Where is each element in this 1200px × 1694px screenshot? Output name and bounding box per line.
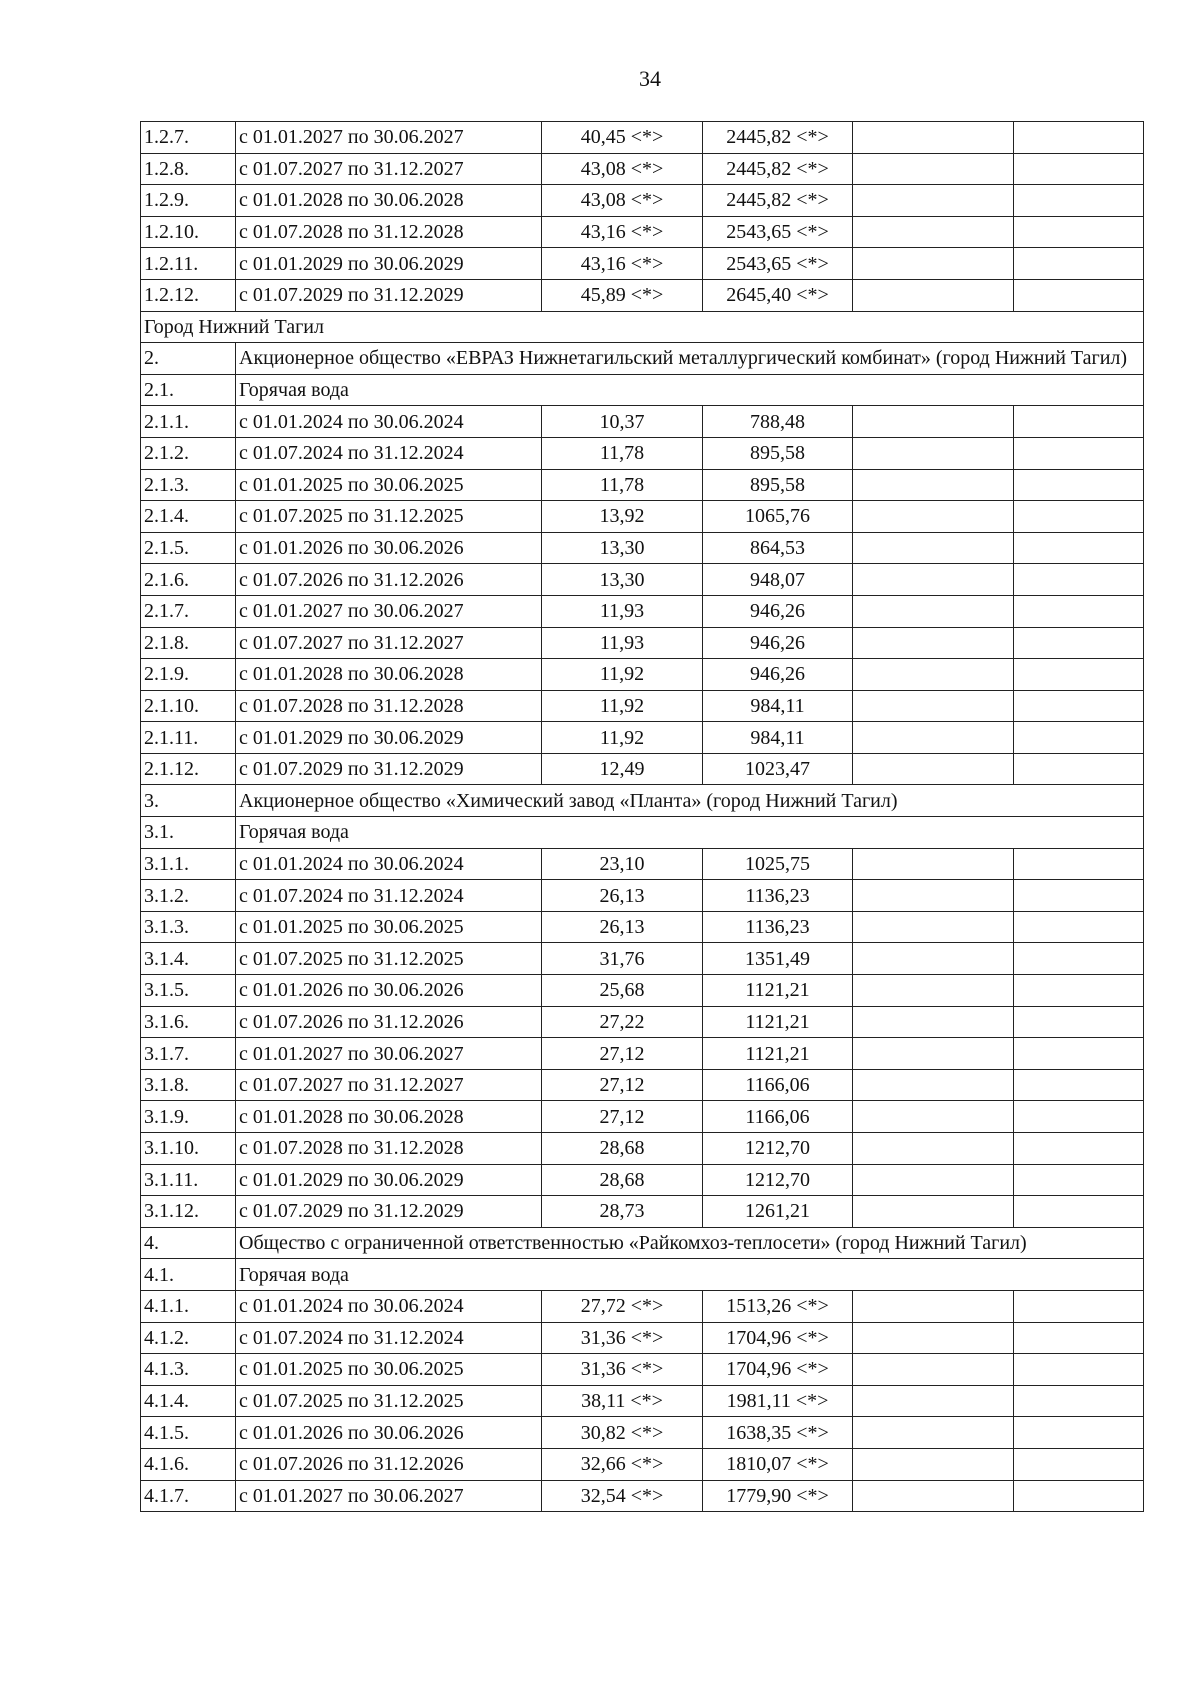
- period-cell: с 01.07.2025 по 31.12.2025: [236, 1385, 542, 1417]
- period-cell: с 01.01.2026 по 30.06.2026: [236, 975, 542, 1007]
- table-row: [141, 406, 1144, 438]
- empty-cell: [1014, 406, 1144, 438]
- tariff-table-body: [141, 122, 1144, 1512]
- period-cell: с 01.01.2029 по 30.06.2029: [236, 722, 542, 754]
- tariff-value-cell: 1638,35 <*>: [703, 1417, 853, 1449]
- empty-cell: [853, 1069, 1014, 1101]
- row-number-cell: 2.1.9.: [141, 659, 236, 691]
- period-cell: с 01.07.2026 по 31.12.2026: [236, 1006, 542, 1038]
- tariff-value-cell: 32,54 <*>: [542, 1480, 703, 1512]
- row-number-cell: 2.1.6.: [141, 564, 236, 596]
- empty-cell: [853, 1322, 1014, 1354]
- empty-cell: [853, 1196, 1014, 1228]
- period-cell: с 01.07.2028 по 31.12.2028: [236, 1133, 542, 1165]
- section-title-cell: Акционерное общество «ЕВРАЗ Нижнетагильский металлургический комбинат» (город Нижний Тагил): [236, 343, 1144, 375]
- section-title-cell: Общество с ограниченной ответственностью «Райкомхоз-теплосети» (город Нижний Тагил): [236, 1227, 1144, 1259]
- empty-cell: [853, 153, 1014, 185]
- row-number-cell: 2.1.1.: [141, 406, 236, 438]
- table-row: [141, 595, 1144, 627]
- table-row: [141, 1322, 1144, 1354]
- empty-cell: [853, 943, 1014, 975]
- table-row: [141, 880, 1144, 912]
- table-row: [141, 153, 1144, 185]
- empty-cell: [853, 564, 1014, 596]
- tariff-value-cell: 10,37: [542, 406, 703, 438]
- table-row: [141, 722, 1144, 754]
- period-cell: с 01.07.2024 по 31.12.2024: [236, 1322, 542, 1354]
- empty-cell: [853, 1290, 1014, 1322]
- table-row: [141, 532, 1144, 564]
- tariff-value-cell: 1351,49: [703, 943, 853, 975]
- empty-cell: [1014, 595, 1144, 627]
- empty-cell: [1014, 1322, 1144, 1354]
- row-number-cell: 3.1.10.: [141, 1133, 236, 1165]
- tariff-value-cell: 31,76: [542, 943, 703, 975]
- period-cell: с 01.07.2024 по 31.12.2024: [236, 880, 542, 912]
- period-cell: с 01.01.2024 по 30.06.2024: [236, 1290, 542, 1322]
- tariff-value-cell: 43,08 <*>: [542, 185, 703, 217]
- tariff-value-cell: 1065,76: [703, 501, 853, 533]
- empty-cell: [853, 1164, 1014, 1196]
- table-row: [141, 975, 1144, 1007]
- tariff-value-cell: 1981,11 <*>: [703, 1385, 853, 1417]
- empty-cell: [1014, 722, 1144, 754]
- tariff-value-cell: 27,72 <*>: [542, 1290, 703, 1322]
- period-cell: с 01.01.2028 по 30.06.2028: [236, 185, 542, 217]
- row-number-cell: 3.1.5.: [141, 975, 236, 1007]
- period-cell: с 01.07.2027 по 31.12.2027: [236, 1069, 542, 1101]
- table-row: [141, 753, 1144, 785]
- empty-cell: [1014, 1417, 1144, 1449]
- tariff-value-cell: 895,58: [703, 469, 853, 501]
- tariff-value-cell: 1136,23: [703, 880, 853, 912]
- tariff-value-cell: 45,89 <*>: [542, 279, 703, 311]
- empty-cell: [853, 690, 1014, 722]
- table-row: [141, 122, 1144, 154]
- table-row: [141, 1448, 1144, 1480]
- tariff-value-cell: 28,68: [542, 1164, 703, 1196]
- tariff-value-cell: 1779,90 <*>: [703, 1480, 853, 1512]
- row-number-cell: 2.1.: [141, 374, 236, 406]
- table-row: [141, 1354, 1144, 1386]
- empty-cell: [1014, 911, 1144, 943]
- tariff-value-cell: 27,12: [542, 1069, 703, 1101]
- period-cell: с 01.07.2026 по 31.12.2026: [236, 564, 542, 596]
- empty-cell: [1014, 501, 1144, 533]
- empty-cell: [1014, 1290, 1144, 1322]
- row-number-cell: 2.1.12.: [141, 753, 236, 785]
- empty-cell: [853, 1385, 1014, 1417]
- empty-cell: [853, 469, 1014, 501]
- tariff-value-cell: 1212,70: [703, 1133, 853, 1165]
- table-row: [141, 1038, 1144, 1070]
- row-number-cell: 2.1.5.: [141, 532, 236, 564]
- empty-cell: [1014, 659, 1144, 691]
- tariff-value-cell: 1166,06: [703, 1069, 853, 1101]
- tariff-value-cell: 788,48: [703, 406, 853, 438]
- empty-cell: [1014, 975, 1144, 1007]
- period-cell: с 01.07.2027 по 31.12.2027: [236, 153, 542, 185]
- tariff-value-cell: 26,13: [542, 880, 703, 912]
- table-row: [141, 185, 1144, 217]
- tariff-value-cell: 2543,65 <*>: [703, 216, 853, 248]
- empty-cell: [853, 1480, 1014, 1512]
- empty-cell: [853, 627, 1014, 659]
- tariff-value-cell: 31,36 <*>: [542, 1322, 703, 1354]
- empty-cell: [853, 1417, 1014, 1449]
- tariff-value-cell: 28,73: [542, 1196, 703, 1228]
- tariff-value-cell: 12,49: [542, 753, 703, 785]
- empty-cell: [1014, 627, 1144, 659]
- period-cell: с 01.01.2025 по 30.06.2025: [236, 911, 542, 943]
- tariff-value-cell: 13,92: [542, 501, 703, 533]
- row-number-cell: 3.1.4.: [141, 943, 236, 975]
- tariff-value-cell: 984,11: [703, 722, 853, 754]
- empty-cell: [1014, 437, 1144, 469]
- period-cell: с 01.01.2027 по 30.06.2027: [236, 595, 542, 627]
- table-row: [141, 564, 1144, 596]
- section-row: [141, 374, 1144, 406]
- period-cell: с 01.01.2026 по 30.06.2026: [236, 1417, 542, 1449]
- empty-cell: [853, 437, 1014, 469]
- table-row: [141, 848, 1144, 880]
- tariff-value-cell: 31,36 <*>: [542, 1354, 703, 1386]
- tariff-value-cell: 1121,21: [703, 1038, 853, 1070]
- table-row: [141, 1480, 1144, 1512]
- table-row: [141, 1196, 1144, 1228]
- tariff-value-cell: 40,45 <*>: [542, 122, 703, 154]
- period-cell: с 01.07.2028 по 31.12.2028: [236, 690, 542, 722]
- empty-cell: [1014, 1133, 1144, 1165]
- empty-cell: [1014, 1038, 1144, 1070]
- section-title-cell: Горячая вода: [236, 817, 1144, 849]
- tariff-value-cell: 2543,65 <*>: [703, 248, 853, 280]
- period-cell: с 01.01.2027 по 30.06.2027: [236, 1038, 542, 1070]
- tariff-value-cell: 1025,75: [703, 848, 853, 880]
- table-row: [141, 1417, 1144, 1449]
- empty-cell: [1014, 1006, 1144, 1038]
- empty-cell: [1014, 532, 1144, 564]
- row-number-cell: 3.1.12.: [141, 1196, 236, 1228]
- empty-cell: [853, 122, 1014, 154]
- period-cell: с 01.01.2026 по 30.06.2026: [236, 532, 542, 564]
- row-number-cell: 1.2.11.: [141, 248, 236, 280]
- tariff-value-cell: 1704,96 <*>: [703, 1322, 853, 1354]
- tariff-value-cell: 32,66 <*>: [542, 1448, 703, 1480]
- row-number-cell: 3.1.8.: [141, 1069, 236, 1101]
- empty-cell: [853, 880, 1014, 912]
- row-number-cell: 3.1.7.: [141, 1038, 236, 1070]
- tariff-value-cell: 2445,82 <*>: [703, 185, 853, 217]
- row-number-cell: 4.1.5.: [141, 1417, 236, 1449]
- period-cell: с 01.01.2024 по 30.06.2024: [236, 406, 542, 438]
- period-cell: с 01.07.2029 по 31.12.2029: [236, 279, 542, 311]
- tariff-value-cell: 895,58: [703, 437, 853, 469]
- tariff-value-cell: 27,12: [542, 1038, 703, 1070]
- empty-cell: [853, 501, 1014, 533]
- section-title-cell: Горячая вода: [236, 374, 1144, 406]
- tariff-value-cell: 1023,47: [703, 753, 853, 785]
- row-number-cell: 4.: [141, 1227, 236, 1259]
- tariff-value-cell: 1136,23: [703, 911, 853, 943]
- section-row: [141, 1227, 1144, 1259]
- tariff-value-cell: 23,10: [542, 848, 703, 880]
- period-cell: с 01.01.2029 по 30.06.2029: [236, 1164, 542, 1196]
- table-row: [141, 627, 1144, 659]
- row-number-cell: 2.1.2.: [141, 437, 236, 469]
- row-number-cell: 2.1.7.: [141, 595, 236, 627]
- empty-cell: [1014, 279, 1144, 311]
- row-number-cell: 1.2.12.: [141, 279, 236, 311]
- tariff-table: [140, 121, 1144, 1512]
- table-row: [141, 1006, 1144, 1038]
- row-number-cell: 3.1.3.: [141, 911, 236, 943]
- tariff-value-cell: 13,30: [542, 564, 703, 596]
- row-number-cell: 2.1.10.: [141, 690, 236, 722]
- tariff-value-cell: 11,93: [542, 627, 703, 659]
- table-row: [141, 216, 1144, 248]
- tariff-value-cell: 27,12: [542, 1101, 703, 1133]
- tariff-value-cell: 43,16 <*>: [542, 216, 703, 248]
- row-number-cell: 2.1.4.: [141, 501, 236, 533]
- row-number-cell: 1.2.9.: [141, 185, 236, 217]
- section-title-cell: Горячая вода: [236, 1259, 1144, 1291]
- empty-cell: [1014, 753, 1144, 785]
- tariff-value-cell: 1513,26 <*>: [703, 1290, 853, 1322]
- period-cell: с 01.01.2029 по 30.06.2029: [236, 248, 542, 280]
- tariff-value-cell: 1810,07 <*>: [703, 1448, 853, 1480]
- row-number-cell: 3.: [141, 785, 236, 817]
- table-row: [141, 1290, 1144, 1322]
- tariff-value-cell: 2445,82 <*>: [703, 122, 853, 154]
- row-number-cell: 2.: [141, 343, 236, 375]
- tariff-value-cell: 11,92: [542, 722, 703, 754]
- section-row: [141, 1259, 1144, 1291]
- tariff-value-cell: 946,26: [703, 659, 853, 691]
- row-number-cell: 4.1.3.: [141, 1354, 236, 1386]
- period-cell: с 01.01.2027 по 30.06.2027: [236, 122, 542, 154]
- period-cell: с 01.01.2027 по 30.06.2027: [236, 1480, 542, 1512]
- tariff-value-cell: 1212,70: [703, 1164, 853, 1196]
- table-row: [141, 279, 1144, 311]
- period-cell: с 01.01.2028 по 30.06.2028: [236, 1101, 542, 1133]
- tariff-value-cell: 30,82 <*>: [542, 1417, 703, 1449]
- empty-cell: [853, 659, 1014, 691]
- empty-cell: [853, 279, 1014, 311]
- period-cell: с 01.07.2028 по 31.12.2028: [236, 216, 542, 248]
- tariff-value-cell: 11,78: [542, 469, 703, 501]
- tariff-value-cell: 43,08 <*>: [542, 153, 703, 185]
- table-row: [141, 690, 1144, 722]
- empty-cell: [1014, 185, 1144, 217]
- tariff-value-cell: 38,11 <*>: [542, 1385, 703, 1417]
- period-cell: с 01.07.2025 по 31.12.2025: [236, 501, 542, 533]
- empty-cell: [853, 406, 1014, 438]
- table-row: [141, 1133, 1144, 1165]
- row-number-cell: 3.1.6.: [141, 1006, 236, 1038]
- tariff-value-cell: 1121,21: [703, 1006, 853, 1038]
- tariff-value-cell: 984,11: [703, 690, 853, 722]
- row-number-cell: 4.1.4.: [141, 1385, 236, 1417]
- empty-cell: [853, 248, 1014, 280]
- table-row: [141, 501, 1144, 533]
- row-number-cell: 3.1.11.: [141, 1164, 236, 1196]
- empty-cell: [1014, 248, 1144, 280]
- tariff-value-cell: 11,92: [542, 659, 703, 691]
- period-cell: с 01.07.2025 по 31.12.2025: [236, 943, 542, 975]
- tariff-value-cell: 25,68: [542, 975, 703, 1007]
- tariff-value-cell: 11,78: [542, 437, 703, 469]
- row-number-cell: 4.1.6.: [141, 1448, 236, 1480]
- tariff-value-cell: 1261,21: [703, 1196, 853, 1228]
- tariff-value-cell: 948,07: [703, 564, 853, 596]
- period-cell: с 01.07.2029 по 31.12.2029: [236, 753, 542, 785]
- empty-cell: [853, 753, 1014, 785]
- period-cell: с 01.01.2025 по 30.06.2025: [236, 469, 542, 501]
- tariff-value-cell: 1704,96 <*>: [703, 1354, 853, 1386]
- empty-cell: [853, 1101, 1014, 1133]
- table-row: [141, 659, 1144, 691]
- empty-cell: [1014, 1385, 1144, 1417]
- empty-cell: [1014, 1101, 1144, 1133]
- empty-cell: [1014, 469, 1144, 501]
- empty-cell: [1014, 1480, 1144, 1512]
- empty-cell: [1014, 1196, 1144, 1228]
- empty-cell: [1014, 880, 1144, 912]
- page-number: 34: [639, 66, 661, 91]
- table-row: [141, 1101, 1144, 1133]
- tariff-value-cell: 1121,21: [703, 975, 853, 1007]
- city-row: [141, 311, 1144, 343]
- row-number-cell: 3.1.: [141, 817, 236, 849]
- row-number-cell: 4.1.1.: [141, 1290, 236, 1322]
- tariff-value-cell: 946,26: [703, 627, 853, 659]
- empty-cell: [853, 911, 1014, 943]
- row-number-cell: 4.1.: [141, 1259, 236, 1291]
- table-row: [141, 943, 1144, 975]
- empty-cell: [1014, 1448, 1144, 1480]
- empty-cell: [1014, 1354, 1144, 1386]
- table-row: [141, 1069, 1144, 1101]
- empty-cell: [1014, 848, 1144, 880]
- tariff-value-cell: 11,93: [542, 595, 703, 627]
- row-number-cell: 3.1.2.: [141, 880, 236, 912]
- empty-cell: [853, 532, 1014, 564]
- tariff-value-cell: 2645,40 <*>: [703, 279, 853, 311]
- row-number-cell: 1.2.8.: [141, 153, 236, 185]
- row-number-cell: 2.1.3.: [141, 469, 236, 501]
- section-row: [141, 343, 1144, 375]
- tariff-value-cell: 2445,82 <*>: [703, 153, 853, 185]
- empty-cell: [853, 1038, 1014, 1070]
- table-row: [141, 469, 1144, 501]
- row-number-cell: 2.1.8.: [141, 627, 236, 659]
- table-row: [141, 1385, 1144, 1417]
- city-heading-cell: Город Нижний Тагил: [141, 311, 1144, 343]
- empty-cell: [1014, 690, 1144, 722]
- tariff-value-cell: 26,13: [542, 911, 703, 943]
- period-cell: с 01.07.2027 по 31.12.2027: [236, 627, 542, 659]
- tariff-value-cell: 27,22: [542, 1006, 703, 1038]
- empty-cell: [1014, 943, 1144, 975]
- row-number-cell: 4.1.2.: [141, 1322, 236, 1354]
- tariff-value-cell: 864,53: [703, 532, 853, 564]
- empty-cell: [853, 975, 1014, 1007]
- period-cell: с 01.01.2024 по 30.06.2024: [236, 848, 542, 880]
- tariff-value-cell: 11,92: [542, 690, 703, 722]
- empty-cell: [853, 1448, 1014, 1480]
- tariff-value-cell: 13,30: [542, 532, 703, 564]
- section-row: [141, 785, 1144, 817]
- empty-cell: [1014, 564, 1144, 596]
- row-number-cell: 2.1.11.: [141, 722, 236, 754]
- empty-cell: [1014, 1164, 1144, 1196]
- empty-cell: [853, 1006, 1014, 1038]
- empty-cell: [1014, 153, 1144, 185]
- table-row: [141, 437, 1144, 469]
- row-number-cell: 3.1.9.: [141, 1101, 236, 1133]
- period-cell: с 01.07.2029 по 31.12.2029: [236, 1196, 542, 1228]
- empty-cell: [853, 595, 1014, 627]
- empty-cell: [1014, 216, 1144, 248]
- empty-cell: [853, 848, 1014, 880]
- tariff-value-cell: 28,68: [542, 1133, 703, 1165]
- empty-cell: [853, 216, 1014, 248]
- tariff-value-cell: 43,16 <*>: [542, 248, 703, 280]
- period-cell: с 01.07.2024 по 31.12.2024: [236, 437, 542, 469]
- section-title-cell: Акционерное общество «Химический завод «Планта» (город Нижний Тагил): [236, 785, 1144, 817]
- empty-cell: [1014, 122, 1144, 154]
- row-number-cell: 4.1.7.: [141, 1480, 236, 1512]
- empty-cell: [853, 185, 1014, 217]
- row-number-cell: 1.2.7.: [141, 122, 236, 154]
- empty-cell: [853, 1354, 1014, 1386]
- row-number-cell: 3.1.1.: [141, 848, 236, 880]
- period-cell: с 01.01.2025 по 30.06.2025: [236, 1354, 542, 1386]
- period-cell: с 01.07.2026 по 31.12.2026: [236, 1448, 542, 1480]
- empty-cell: [853, 722, 1014, 754]
- tariff-value-cell: 946,26: [703, 595, 853, 627]
- section-row: [141, 817, 1144, 849]
- table-row: [141, 911, 1144, 943]
- row-number-cell: 1.2.10.: [141, 216, 236, 248]
- empty-cell: [853, 1133, 1014, 1165]
- period-cell: с 01.01.2028 по 30.06.2028: [236, 659, 542, 691]
- table-row: [141, 1164, 1144, 1196]
- table-row: [141, 248, 1144, 280]
- tariff-value-cell: 1166,06: [703, 1101, 853, 1133]
- empty-cell: [1014, 1069, 1144, 1101]
